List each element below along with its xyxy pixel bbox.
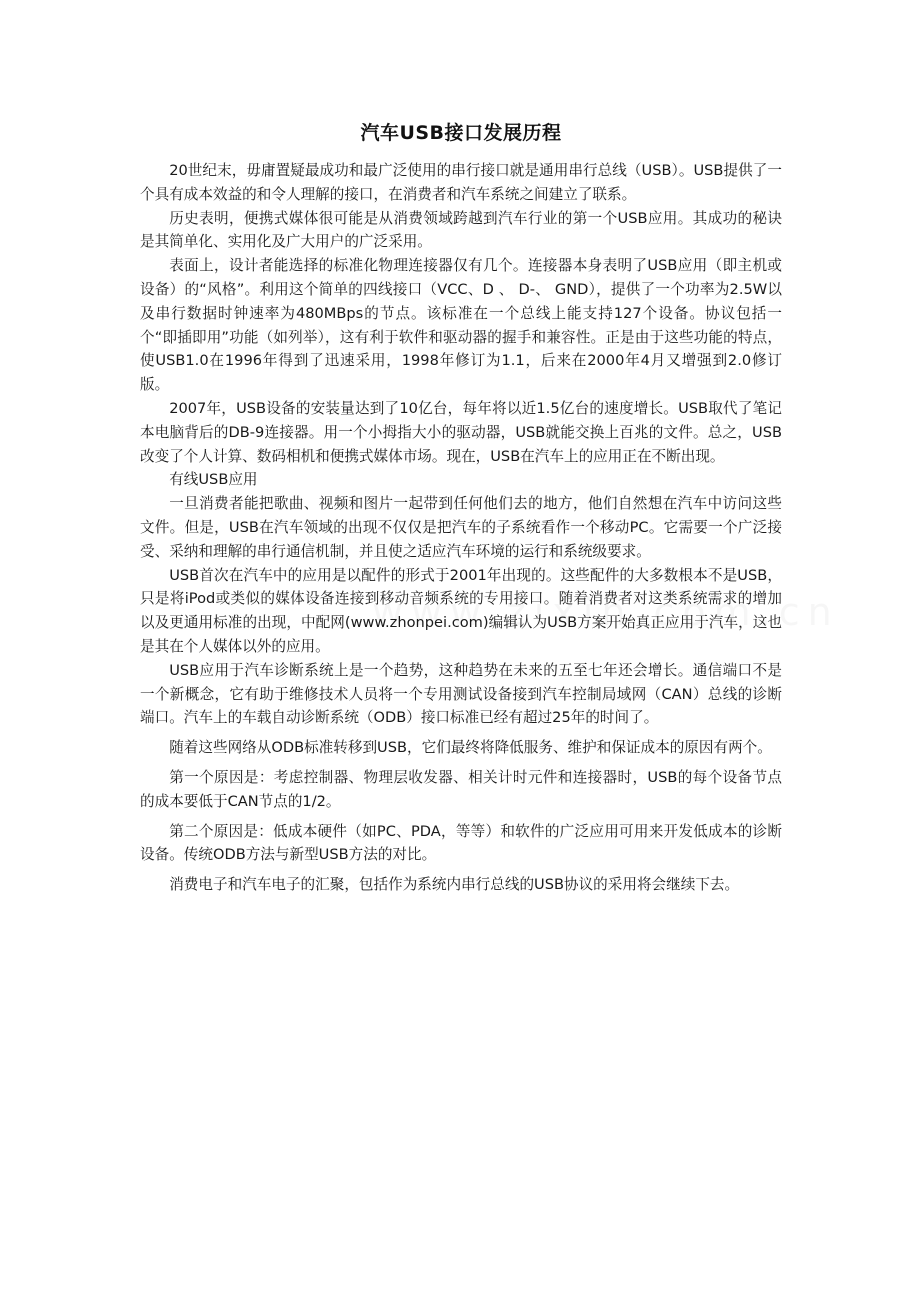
document-page	[140, 118, 782, 897]
paragraph-4: 2007年，USB设备的安装量达到了10亿台，每年将以近1.5亿台的速度增长。USB取代了笔记本电脑背后的DB-9连接器。用一个小拇指大小的驱动器，USB就能交换上百兆的文件。总之，USB改变了个人计算、数码相机和便携式媒体市场。现在，USB在汽车上的应用正在不断出现。	[140, 399, 782, 465]
paragraph-2: 历史表明，便携式媒体很可能是从消费领域跨越到汽车行业的第一个USB应用。其成功的秘诀是其简单化、实用化及广大用户的广泛采用。	[140, 209, 782, 251]
paragraph-11: 第二个原因是：低成本硬件（如PC、PDA，等等）和软件的广泛应用可用来开发低成本的诊断设备。传统ODB方法与新型USB方法的对比。	[140, 822, 782, 864]
paragraph-6: 一旦消费者能把歌曲、视频和图片一起带到任何他们去的地方，他们自然想在汽车中访问这些文件。但是，USB在汽车领域的出现不仅仅是把汽车的子系统看作一个移动PC。它需要一个广泛接受、采纳和理解的串行通信机制，并且使之适应汽车环境的运行和系统级要求。	[140, 495, 782, 560]
paragraph-1: 20世纪末，毋庸置疑最成功和最广泛使用的串行接口就是通用串行总线（USB）。USB提供了一个具有成本效益的和令人理解的接口，在消费者和汽车系统之间建立了联系。	[140, 162, 782, 203]
paragraph-12: 消费电子和汽车电子的汇聚，包括作为系统内串行总线的USB协议的采用将会继续下去。	[169, 876, 740, 894]
paragraph-10: 第一个原因是：考虑控制器、物理层收发器、相关计时元件和连接器时，USB的每个设备节点的成本要低于CAN节点的1/2。	[140, 768, 782, 810]
document-title: 汽车USB接口发展历程	[360, 122, 562, 144]
section-heading-wired-usb: 有线USB应用	[169, 471, 258, 489]
paragraph-3: 表面上，设计者能选择的标准化物理连接器仅有几个。连接器本身表明了USB应用（即主机或设备）的“风格”。利用这个简单的四线接口（VCC、D 、 D-、 GND），提供了一个功率为2.5W以及串行数据时钟速率为480MBps的节点。该标准在一个总线上能支持127个设备。协议包括一个“即插即用”功能（如列举），这有利于软件和驱动器的握手和兼容性。正是由于这些功能的特点，使USB1.0在1996年得到了迅速采用，1998年修订为1.1，后来在2000年4月又增强到2.0修订版。	[140, 257, 782, 394]
paragraph-8: USB应用于汽车诊断系统上是一个趋势，这种趋势在未来的五至七年还会增长。通信端口不是一个新概念，它有助于维修技术人员将一个专用测试设备接到汽车控制局域网（CAN）总线的诊断端口。汽车上的车载自动诊断系统（ODB）接口标准已经有超过25年的时间了。	[140, 661, 782, 727]
paragraph-9: 随着这些网络从ODB标准转移到USB，它们最终将降低服务、维护和保证成本的原因有两个。	[169, 739, 772, 757]
paragraph-7: USB首次在汽车中的应用是以配件的形式于2001年出现的。这些配件的大多数根本不是USB，只是将iPod或类似的媒体设备连接到移动音频系统的专用接口。随着消费者对这类系统需求的增加以及更通用标准的出现，中配网(www.zhonpei.com)编辑认为USB方案开始真正应用于汽车，这也是其在个人媒体以外的应用。	[140, 566, 782, 655]
